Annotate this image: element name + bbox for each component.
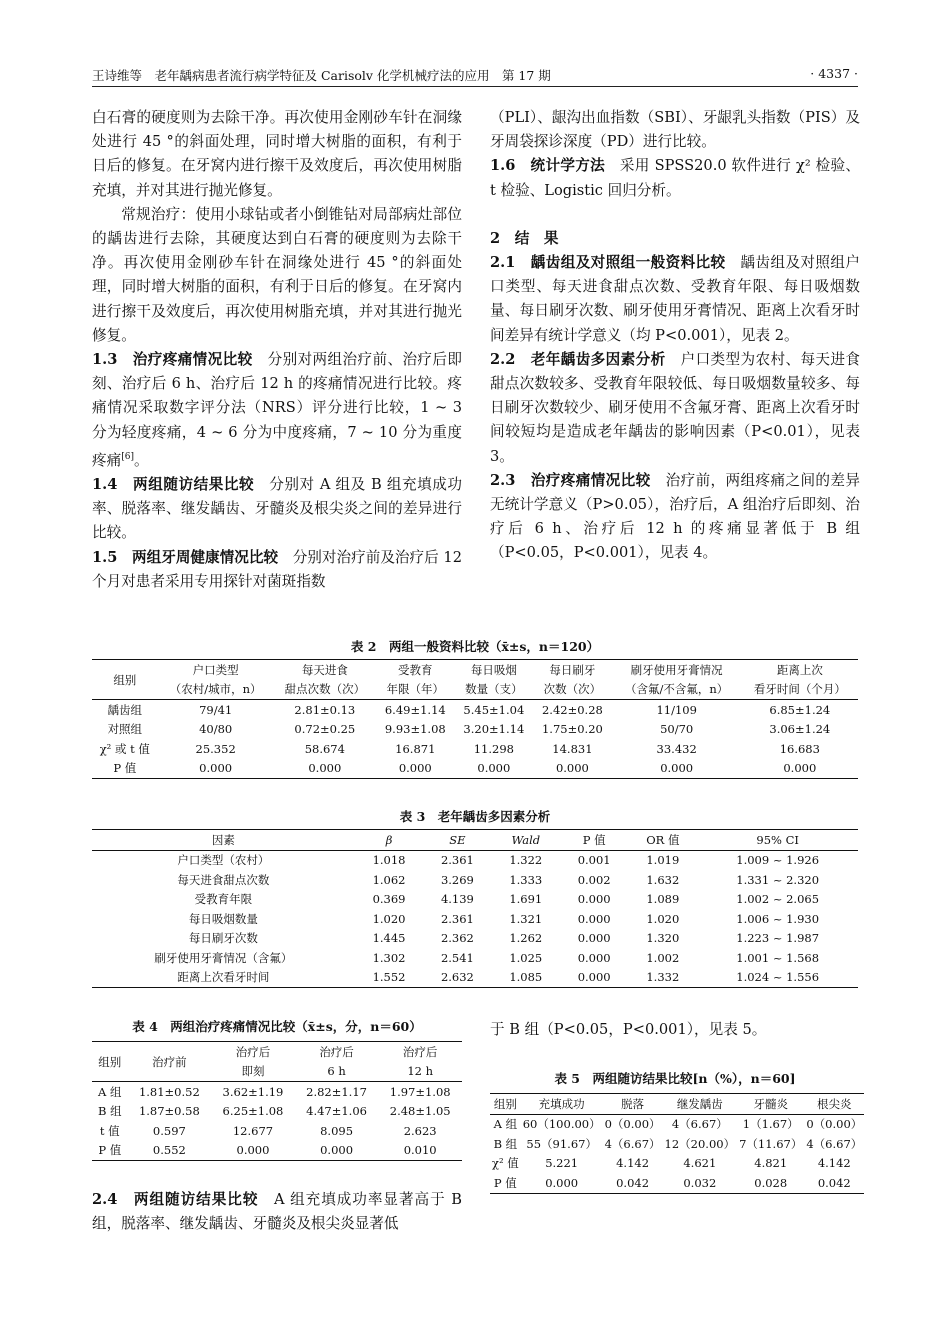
table-cell: 对照组 [107, 722, 143, 737]
section-1-6 [490, 154, 860, 202]
table-cell: 4.621 [683, 1156, 717, 1171]
table-cell: 1.302 [372, 950, 406, 965]
table-cell: 55（91.67） [526, 1136, 597, 1151]
table-header-cell: 95% CI [697, 830, 858, 851]
table-header-cell: 受教育 [376, 660, 455, 680]
section-2-4-continued [490, 1018, 860, 1042]
table-row [490, 1134, 864, 1154]
table-cell: 0.597 [152, 1123, 186, 1138]
table-header-row [490, 1094, 864, 1115]
table-header-cell: 看牙时间（个月） [742, 680, 858, 700]
table-cell: 1.75±0.20 [541, 722, 603, 737]
section-text: 采用 SPSS20.0 软件进行 χ² 检验、t 检验、Logistic 回归分析。 [490, 157, 860, 199]
table-cell: 2.362 [440, 931, 474, 946]
table-cell: 1.020 [372, 911, 406, 926]
table-header-cell: SE [423, 830, 491, 851]
table-header-cell: Wald [492, 830, 560, 851]
table-header-cell: 脱落 [603, 1094, 663, 1115]
table-cell: 每天进食甜点次数 [177, 872, 270, 887]
table-cell: 0.028 [737, 1173, 804, 1193]
table3-caption: 表 3 老年龋齿多因素分析 [399, 809, 551, 824]
table-cell: A 组 [98, 1084, 122, 1099]
table-cell: 58.674 [304, 741, 345, 756]
table-cell: 2.623 [403, 1123, 437, 1138]
table-cell: P 值 [92, 1141, 128, 1161]
table-cell: 1.002 ~ 2.065 [736, 892, 820, 907]
section-2-heading: 2 结 果 [490, 229, 559, 247]
table-cell: P 值 [92, 759, 158, 779]
table-row [92, 759, 858, 779]
header-title: 王诗维等 老年龋病患者流行病学特征及 Carisolv 化学机械疗法的应用 第 17 期 [92, 68, 551, 83]
table-header-cell: 距离上次 [742, 660, 858, 680]
section-heading: 1.6 统计学方法 [490, 157, 605, 175]
table-cell: 1.333 [509, 872, 543, 887]
table-row [92, 870, 858, 890]
table-cell: 1.009 ~ 1.926 [736, 853, 820, 868]
table-cell: 0.042 [804, 1173, 864, 1193]
table-header-cell: 刷牙使用牙膏情况 [612, 660, 742, 680]
paragraph: 白石膏的硬度则为去除干净。再次使用金刚砂车针在洞缘处进行 45 °的斜面处理，同时增大树脂的面积，有利于日后的修复。在牙窝内进行擦干及效度后，再次使用树脂充填，并对其进行抛光修复。 [92, 109, 462, 199]
table5 [490, 1093, 864, 1194]
table-cell: 1.019 [646, 853, 680, 868]
table-cell: 受教育年限 [194, 892, 253, 907]
table-cell: 龋齿组 [107, 702, 143, 717]
table-header-row [92, 660, 858, 680]
table-cell: 0.000 [560, 968, 628, 988]
table-header-cell: 治疗后 [378, 1042, 462, 1062]
table-header-cell: 次数（次） [533, 680, 612, 700]
table-cell: 0.000 [612, 759, 742, 779]
table-cell: 1.632 [646, 872, 680, 887]
table-cell: 0.000 [577, 892, 611, 907]
table-cell: 1（1.67） [742, 1117, 799, 1132]
table-cell: 1.445 [372, 931, 406, 946]
table-cell: 5.221 [545, 1156, 579, 1171]
table-row [490, 1154, 864, 1174]
table-cell: 2.81±0.13 [294, 702, 356, 717]
table-cell: 1.262 [509, 931, 543, 946]
table-header-cell: 组别 [490, 1094, 521, 1115]
table-header-cell: OR 值 [628, 830, 697, 851]
table-cell: 1.320 [646, 931, 680, 946]
table-cell: 4（6.67） [671, 1117, 728, 1132]
right-column [490, 106, 860, 566]
table2-caption: 表 2 两组一般资料比较（x̄±s，n＝120） [350, 639, 600, 654]
table-cell: 0（0.00） [806, 1117, 863, 1132]
table-cell: 0.000 [742, 759, 858, 779]
table-cell: 0.001 [577, 853, 611, 868]
table-cell: 4（6.67） [604, 1136, 661, 1151]
table-cell: 1.025 [509, 950, 543, 965]
table-cell: χ² 或 t 值 [99, 741, 150, 756]
section-text: 治疗前，两组疼痛之间的差异无统计学意义（P>0.05），治疗后，A 组治疗后即刻、治疗后 6 h、治疗后 12 h 的疼痛显著低于 B 组（P<0.05，P<0.001），见表 4。 [490, 471, 860, 562]
table-cell: 0.369 [372, 892, 406, 907]
reference: [6] [121, 451, 134, 462]
table-row [92, 1141, 462, 1161]
table-cell: 1.97±1.08 [389, 1084, 451, 1099]
section-2-3 [490, 469, 860, 566]
section-text: 龋齿组及对照组户口类型、每天进食甜点次数、受教育年限、每日吸烟数量、每日刷牙次数、刷牙使用牙膏情况、距离上次看牙时间差异有统计学意义（均 P<0.001），见表 2。 [490, 254, 860, 344]
paragraph: 常规治疗：使用小球钻或者小倒锥钻对局部病灶部位的龋齿进行去除，其硬度达到白石膏的硬度则为去除干净。再次使用金刚砂车针在洞缘处进行 45 °的斜面处理，同时增大树脂的面积，有利于日后的修复。在牙窝内进行擦干及效度后，再次使用树脂充填，并对其进行抛光修复。 [92, 205, 462, 344]
table-cell: 1.024 ~ 1.556 [697, 968, 858, 988]
table-cell: 6.49±1.14 [384, 702, 446, 717]
table-cell: 4.139 [440, 892, 474, 907]
section-2-2 [490, 348, 860, 469]
table-header-cell: 组别 [92, 1042, 128, 1082]
table-row [92, 968, 858, 988]
table-cell: 户口类型（农村） [177, 853, 270, 868]
table-cell: 1.223 ~ 1.987 [736, 931, 820, 946]
table-cell: 0.000 [274, 759, 376, 779]
page-number: · 4337 · [810, 66, 858, 81]
table-cell: B 组 [97, 1104, 122, 1119]
section-text: 分别对两组治疗前、治疗后即刻、治疗后 6 h、治疗后 12 h 的疼痛情况进行比较。疼痛情况采取数字评分法（NRS）评分进行比较，1 ~ 3 分为轻度疼痛，4 ~ 6 分为中度疼痛，7 ~ 10 分为重度疼痛 [92, 351, 462, 469]
table-header-cell: 数量（支） [455, 680, 534, 700]
section-text: 分别对治疗前及治疗后 12 个月对患者采用专用探针对菌斑指数 [92, 548, 462, 590]
table-header-cell: 治疗后 [211, 1042, 295, 1062]
table-header-cell: 6 h [295, 1062, 379, 1082]
table-cell: 1.81±0.52 [138, 1084, 200, 1099]
table-cell: 1.062 [372, 872, 406, 887]
table-cell: A 组 [493, 1117, 518, 1132]
table-cell: χ² 值 [492, 1156, 519, 1171]
table-cell: 12（20.00） [664, 1136, 736, 1151]
section-heading: 2.3 治疗疼痛情况比较 [490, 471, 651, 489]
table-cell: 2.361 [440, 853, 474, 868]
table-cell: 2.42±0.28 [541, 702, 603, 717]
section-1-4 [92, 473, 462, 546]
table-cell: 1.321 [509, 911, 543, 926]
section-1-3 [92, 348, 462, 473]
table-row [92, 739, 858, 759]
table-cell: 4.47±1.06 [306, 1104, 367, 1119]
table-cell: 0.552 [128, 1141, 212, 1161]
table-header-cell: 年限（年） [376, 680, 455, 700]
table-cell: 2.82±1.17 [306, 1084, 367, 1099]
table-cell: 1.552 [355, 968, 423, 988]
table-row [92, 1102, 462, 1122]
table-cell: 4（6.67） [806, 1136, 863, 1151]
table-header-cell: 每日刷牙 [533, 660, 612, 680]
table-cell: 0.000 [521, 1173, 603, 1193]
table-cell: 2.48±1.05 [389, 1104, 451, 1119]
table-cell: 1.332 [628, 968, 697, 988]
table-cell: 1.089 [646, 892, 680, 907]
table-cell: 50/70 [660, 722, 694, 737]
table4-caption: 表 4 两组治疗疼痛情况比较（x̄±s，分，n＝60） [132, 1019, 422, 1034]
table-cell: 0.000 [158, 759, 274, 779]
table-header-cell: 12 h [378, 1062, 462, 1082]
left-column [92, 106, 462, 594]
table-cell: 2.361 [440, 911, 474, 926]
table-header-cell: 继发龋齿 [663, 1094, 738, 1115]
table-cell: 6.25±1.08 [222, 1104, 284, 1119]
table-row [92, 929, 858, 949]
table-cell: 0.000 [455, 759, 534, 779]
table-row [490, 1114, 864, 1134]
table-header-cell: P 值 [560, 830, 628, 851]
table-cell: 4.142 [616, 1156, 650, 1171]
table-header-cell: 治疗后 [295, 1042, 379, 1062]
table-header-cell: β [355, 830, 423, 851]
table-cell: 79/41 [199, 702, 233, 717]
section-text: A 组充填成功率显著高于 B 组，脱落率、继发龋齿、牙髓炎及根尖炎显著低 [92, 1191, 462, 1233]
table-header-cell: 因素 [92, 830, 355, 851]
table-cell: 33.432 [656, 741, 697, 756]
table-cell: 0.000 [295, 1141, 379, 1161]
section-heading: 1.5 两组牙周健康情况比较 [92, 548, 279, 566]
table-cell: 1.691 [509, 892, 543, 907]
table3 [92, 829, 858, 988]
table-cell: 1.018 [372, 853, 406, 868]
table-cell: 1.87±0.58 [138, 1104, 200, 1119]
table-cell: 0.000 [533, 759, 612, 779]
table-cell: 0.000 [577, 931, 611, 946]
table-cell: 1.085 [492, 968, 560, 988]
table-cell: 14.831 [552, 741, 593, 756]
table-cell: 11.298 [473, 741, 514, 756]
table-row [92, 1082, 462, 1102]
table-header-cell: 牙髓炎 [737, 1094, 804, 1115]
running-header [92, 64, 858, 87]
table-row [92, 850, 858, 870]
table-cell: 40/80 [199, 722, 233, 737]
table-header-cell: 充填成功 [521, 1094, 603, 1115]
table-cell: 0.042 [603, 1173, 663, 1193]
table-cell: 11/109 [656, 702, 697, 717]
table-cell: 6.85±1.24 [769, 702, 831, 717]
table-header-row [92, 830, 858, 851]
table-cell: 距离上次看牙时间 [92, 968, 355, 988]
table-cell: 4.821 [754, 1156, 788, 1171]
table-cell: 0.000 [211, 1141, 295, 1161]
table-cell: 0.000 [577, 911, 611, 926]
table-header-cell: 治疗前 [128, 1042, 212, 1082]
table-header-row [92, 680, 858, 700]
section-heading: 2.4 两组随访结果比较 [92, 1191, 259, 1208]
section-1-5 [92, 546, 462, 594]
table-header-cell: 组别 [92, 660, 158, 700]
table-cell: 2.632 [423, 968, 491, 988]
table-cell: 0.000 [577, 950, 611, 965]
table-header-cell: 根尖炎 [804, 1094, 864, 1115]
table-cell: 25.352 [195, 741, 236, 756]
table-row [92, 909, 858, 929]
section-heading: 1.4 两组随访结果比较 [92, 475, 255, 493]
table-cell: 3.20±1.14 [463, 722, 525, 737]
table4 [92, 1041, 462, 1161]
table2 [92, 659, 858, 779]
table-cell: 60（100.00） [522, 1117, 601, 1132]
table-row [92, 1121, 462, 1141]
table-cell: t 值 [99, 1123, 120, 1138]
table-cell: 12.677 [232, 1123, 274, 1138]
table-row [92, 720, 858, 740]
table-cell: 9.93±1.08 [384, 722, 446, 737]
section-heading: 2.2 老年龋齿多因素分析 [490, 350, 666, 368]
table-cell: 1.322 [509, 853, 543, 868]
table-cell: 3.06±1.24 [769, 722, 831, 737]
table-header-row [92, 1042, 462, 1062]
table-row [92, 890, 858, 910]
table-cell: 1.331 ~ 2.320 [736, 872, 820, 887]
table-row [92, 700, 858, 720]
table-cell: 7（11.67） [739, 1136, 803, 1151]
table-cell: 0（0.00） [604, 1117, 661, 1132]
table-header-cell: （含氟/不含氟，n） [612, 680, 742, 700]
table-cell: 0.032 [663, 1173, 738, 1193]
table-cell: 16.871 [395, 741, 436, 756]
table-cell: 0.000 [376, 759, 455, 779]
table-cell: 4.142 [817, 1156, 851, 1171]
table-cell: P 值 [490, 1173, 521, 1193]
section-text: 户口类型为农村、每天进食甜点次数较多、受教育年限较低、每日吸烟数量较多、每日刷牙次数较少、刷牙使用不含氟牙膏、距离上次看牙时间较短均是造成老年龋齿的影响因素（P<0.01），见表 3。 [490, 350, 860, 465]
table-cell: 2.541 [440, 950, 474, 965]
section-2-1 [490, 251, 860, 348]
table-header-cell: 每天进食 [274, 660, 376, 680]
section-heading: 1.3 治疗疼痛情况比较 [92, 351, 253, 369]
table-cell: 0.002 [577, 872, 611, 887]
table-header-cell: 每日吸烟 [455, 660, 534, 680]
section-heading: 2.1 龋齿组及对照组一般资料比较 [490, 254, 726, 272]
table-header-cell: 甜点次数（次） [274, 680, 376, 700]
table-cell: 每日吸烟数量 [188, 911, 258, 926]
table-cell: B 组 [493, 1136, 518, 1151]
table-header-cell: 户口类型 [158, 660, 274, 680]
table-row [490, 1173, 864, 1193]
table-cell: 3.269 [440, 872, 474, 887]
paragraph: （PLI）、龈沟出血指数（SBI）、牙龈乳头指数（PIS）及牙周袋探诊深度（PD）进行比较。 [490, 109, 860, 151]
table-cell: 3.62±1.19 [222, 1084, 284, 1099]
table-cell: 8.095 [320, 1123, 354, 1138]
paragraph: 于 B 组（P<0.05，P<0.001），见表 5。 [490, 1021, 767, 1038]
table-row [92, 948, 858, 968]
table-header-cell: （农村/城市，n） [158, 680, 274, 700]
table-cell: 1.001 ~ 1.568 [736, 950, 820, 965]
section-2-4 [92, 1188, 462, 1236]
table-cell: 5.45±1.04 [463, 702, 525, 717]
section-text-end: 。 [133, 451, 149, 469]
table-cell: 0.72±0.25 [294, 722, 356, 737]
table-cell: 刷牙使用牙膏情况（含氟） [154, 950, 293, 965]
table-cell: 1.006 ~ 1.930 [736, 911, 820, 926]
table-cell: 0.010 [378, 1141, 462, 1161]
table-header-cell: 即刻 [211, 1062, 295, 1082]
table-cell: 1.002 [646, 950, 680, 965]
table-cell: 16.683 [779, 741, 820, 756]
table-cell: 每日刷牙次数 [188, 931, 258, 946]
table5-caption: 表 5 两组随访结果比较[n（%），n＝60] [554, 1071, 796, 1086]
section-text: 分别对 A 组及 B 组充填成功率、脱落率、继发龋齿、牙髓炎及根尖炎之间的差异进行比较。 [92, 475, 462, 542]
table-cell: 1.020 [646, 911, 680, 926]
